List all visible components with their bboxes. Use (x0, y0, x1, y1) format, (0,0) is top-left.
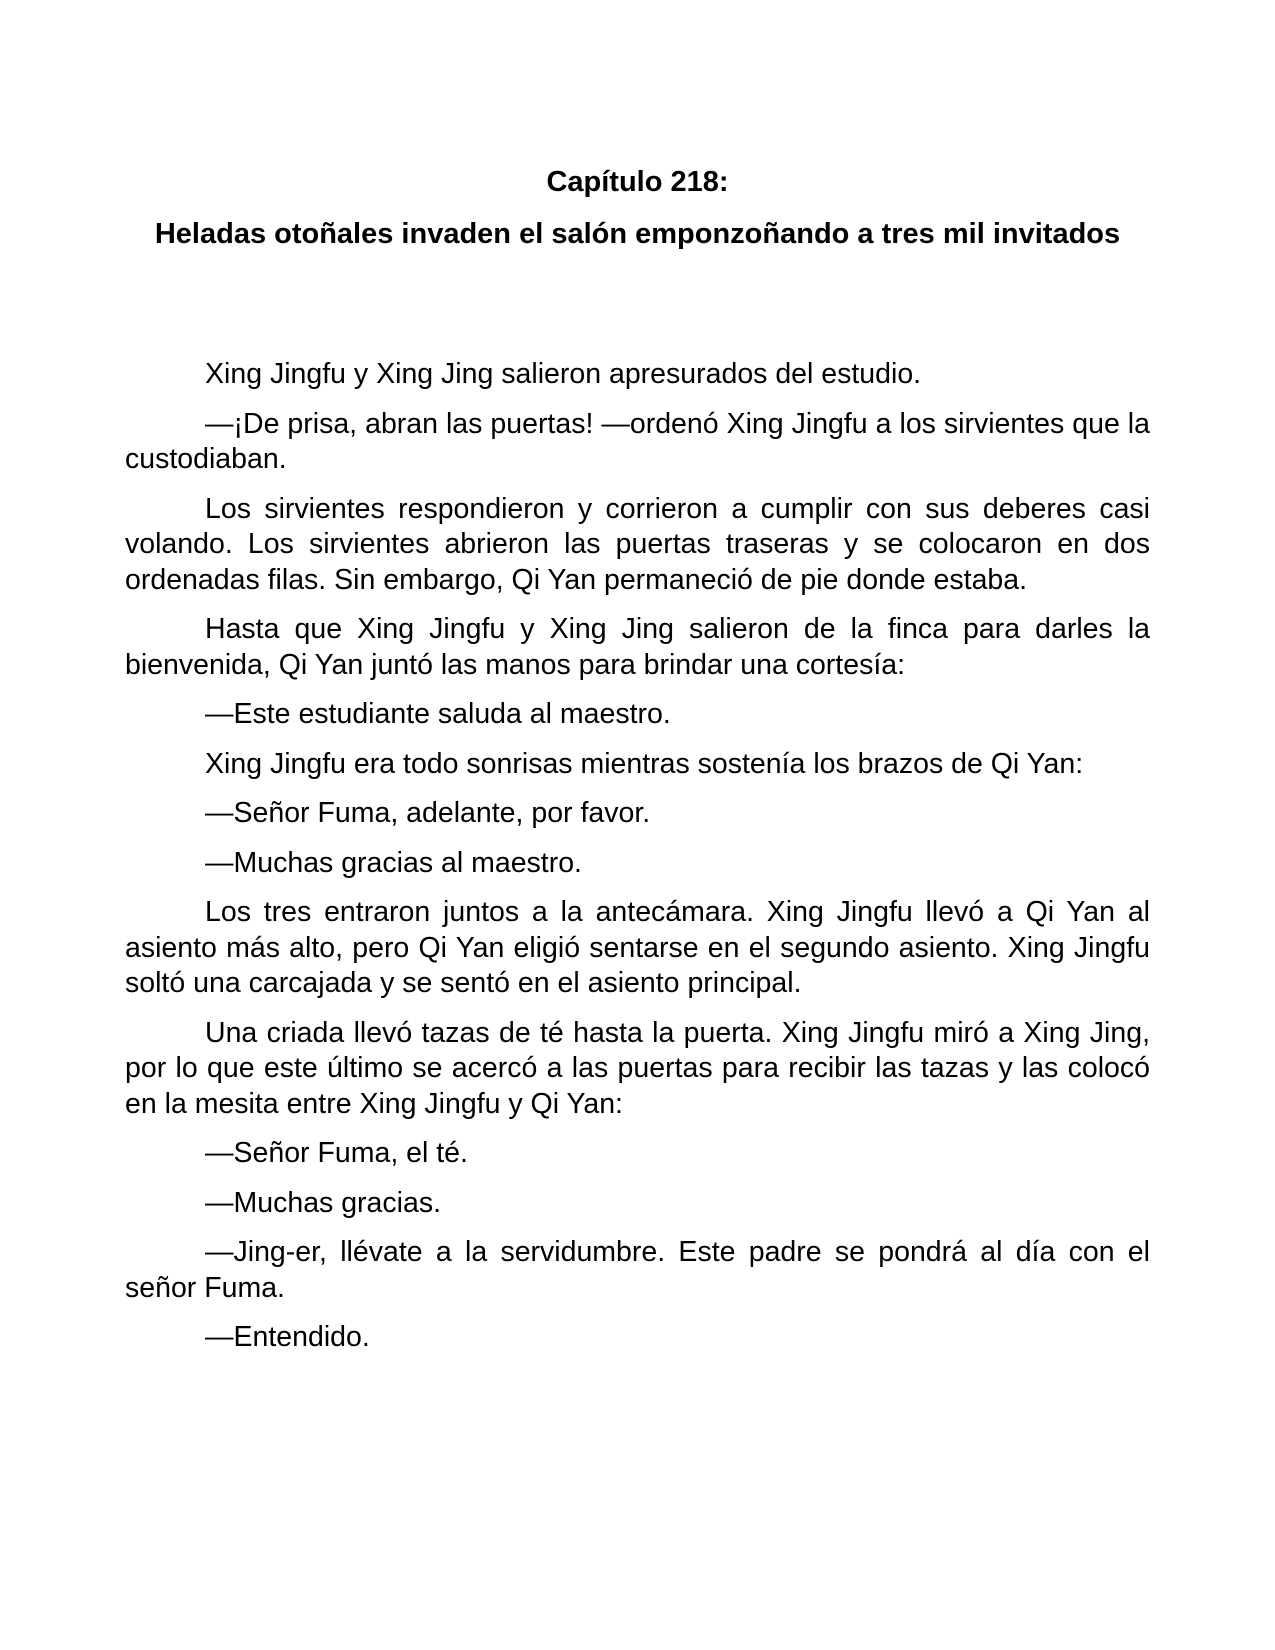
paragraph: Xing Jingfu y Xing Jing salieron apresurados del estudio. (205, 358, 922, 390)
chapter-number: Capítulo 218: (546, 166, 729, 198)
paragraph: Los tres entraron juntos a la antecámara. Xing Jingfu llevó a Qi Yan al asiento más alto, pero Qi Yan eligió sentarse en el segundo asiento. Xing Jingfu soltó una carcajada y se sentó en el asiento principal. (125, 896, 1150, 999)
paragraph: —Muchas gracias al maestro. (205, 846, 582, 879)
chapter-body (125, 357, 1150, 1370)
paragraph: —Entendido. (205, 1321, 370, 1353)
paragraph: —Jing-er, llévate a la servidumbre. Este padre se pondrá al día con el señor Fuma. (125, 1236, 1150, 1304)
paragraph: —Señor Fuma, el té. (205, 1137, 468, 1169)
paragraph: Xing Jingfu era todo sonrisas mientras sostenía los brazos de Qi Yan: (205, 747, 1084, 780)
paragraph: Los sirvientes respondieron y corrieron a cumplir con sus deberes casi volando. Los sirvientes abrieron las puertas traseras y se colocaron en dos ordenadas filas. Sin embargo, Qi Yan permaneció de pie donde estaba. (125, 492, 1150, 596)
paragraph: —Señor Fuma, adelante, por favor. (205, 797, 651, 829)
paragraph: Hasta que Xing Jingfu y Xing Jing salieron de la finca para darles la bienvenida, Qi Yan juntó las manos para brindar una cortesía: (125, 613, 1150, 681)
chapter-title: Heladas otoñales invaden el salón emponzoñando a tres mil invitados (154, 218, 1121, 250)
paragraph: —¡De prisa, abran las puertas! —ordenó Xing Jingfu a los sirvientes que la custodiaban. (125, 407, 1150, 475)
paragraph: —Este estudiante saluda al maestro. (205, 698, 671, 730)
paragraph: —Muchas gracias. (205, 1186, 442, 1219)
paragraph: Una criada llevó tazas de té hasta la puerta. Xing Jingfu miró a Xing Jing, por lo que este último se acercó a las puertas para recibir las tazas y las colocó en la mesita entre Xing Jingfu y Qi Yan: (125, 1016, 1150, 1120)
